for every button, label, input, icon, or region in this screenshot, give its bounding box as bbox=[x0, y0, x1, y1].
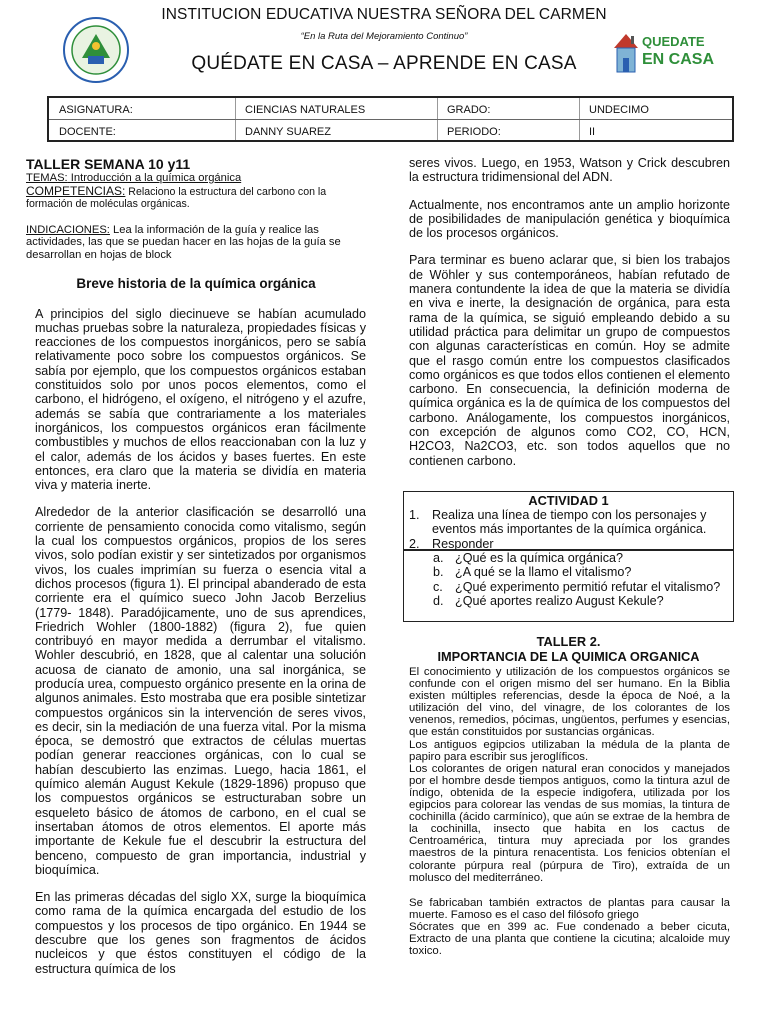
question-letter: c. bbox=[433, 579, 443, 594]
activity-item-text: Realiza una línea de tiempo con los personajes y eventos más importantes de la química orgánica. bbox=[432, 508, 707, 537]
activity-title: ACTIVIDAD 1 bbox=[528, 493, 609, 508]
left-paragraph-1: A principios del siglo diecinueve se habían acumulado muchas pruebas sobre la naturaleza, propiedades físicas y reacciones de los compuestos inorgánicos, pero se sabía relativamente poco sobre los compuestos orgánicos. Se sabía por ejemplo, que los compuestos orgánicos estaban constituidos solo por unos pocos elementos, como el carbono, el hidrógeno, el oxígeno, el nitrógeno y el azufre, además se sabía que contrariamente a los materiales inorgánicos, los compuestos orgánicos eran fácilmente combustibles y muchos de ellos reaccionaban con la luz y el calor, además de los ácidos y bases fuertes. En este entonces, era claro que la materia se dividía en materia viva y materia inerte. bbox=[35, 306, 366, 493]
right-column bbox=[409, 156, 730, 481]
page-title: QUÉDATE EN CASA – APRENDE EN CASA bbox=[191, 53, 577, 74]
institution-motto: “En la Ruta del Mejoramiento Continuo” bbox=[300, 31, 468, 42]
temas-label: TEMAS: bbox=[26, 172, 68, 184]
logo-line-1: QUEDATE bbox=[642, 34, 705, 49]
indicaciones-line bbox=[26, 224, 366, 262]
question-text: ¿Qué experimento permitió refutar el vitalismo? bbox=[455, 579, 721, 594]
question-text: ¿Qué es la química orgánica? bbox=[455, 551, 624, 565]
right-paragraph-2: Actualmente, nos encontramos ante un amplio horizonte de posibilidades de manipulación genética y bioquímica de los procesos orgánicos. bbox=[409, 197, 730, 241]
competencias-value: Relaciono la estructura del carbono con la formación de moléculas orgánicas. bbox=[26, 185, 327, 211]
taller2-paragraph-2: Los antiguos egipcios utilizaban la médula de la planta de papiro para escribir sus jeroglíficos. bbox=[409, 738, 730, 763]
course-info-table bbox=[47, 96, 734, 142]
temas-value: Introducción a la química orgánica bbox=[67, 172, 242, 184]
right-paragraph-3: Para terminar es bueno aclarar que, si bien los trabajos de Wöhler y sus contemporáneos, habían refutado de manera contundente la idea de que la materia se dividía en viva e inerte, la designación de orgánica, para esta rama de la química, se siguió empleando debido a su utilidad práctica para delimitar un grupo de compuestos con algunas características en común. Hoy se admite que el rasgo común entre los compuestos clasificados como orgánicos es que todos ellos contienen el elemento carbono. En consecuencia, la definición moderna de química orgánica es la de química de los compuestos del carbono. Análogamente, los compuestos inorgánicos, con excepción de algunos como CO2, CO, HCN, H2CO3, Na2CO3, etc. son todos aquellos que no contienen carbono. bbox=[409, 253, 730, 468]
taller2-paragraph-5: Sócrates que en 399 ac. Fue condenado a beber cicuta, Extracto de una planta que contiene la cicutina; alcaloide muy toxico. bbox=[409, 920, 730, 958]
activity-item bbox=[404, 537, 733, 551]
question-letter: b. bbox=[433, 565, 444, 580]
left-paragraph-3: En las primeras décadas del siglo XX, surge la bioquímica como rama de la química encargada del estudio de los compuestos y los procesos de tipo orgánico. En 1944 se descubre que los genes son fragmentos de ácidos nucleicos y que éstos constituyen el código de la estructura química de los bbox=[35, 890, 366, 976]
workshop-title: TALLER SEMANA 10 y11 bbox=[26, 156, 191, 172]
activity-item-number: 1. bbox=[409, 508, 420, 522]
taller2-paragraph-3: Los colorantes de origen natural eran conocidos y manejados por el hombre desde tiempos antiguos, como la tintura azul de índigo, obtenida de la especie indigofera, utilizada por los egipcios para colorear las vendas de sus momias, la tintura de cochinilla (ácido carmínico), que aún se extrae de la hembra de la cochinilla, insecto que habita en los cactus de Centroamérica, tintura muy apreciada por los grandes maestros de la pintura renacentista. Los fenicios obtenían el colorante púrpura real (púrpura de Tiro), extraída de un molusco del mediterráneo. bbox=[409, 762, 730, 884]
quedate-en-casa-logo bbox=[610, 24, 715, 76]
subject-value: CIENCIAS NATURALES bbox=[245, 104, 366, 116]
indicaciones-label: INDICACIONES: bbox=[26, 223, 110, 236]
question-text: ¿A qué se la llamo el vitalismo? bbox=[455, 565, 632, 580]
competencias-label: COMPETENCIAS: bbox=[26, 183, 126, 198]
activity-item-text: Responder bbox=[432, 536, 494, 551]
grade-value: UNDECIMO bbox=[589, 104, 649, 116]
question-letter: d. bbox=[433, 593, 444, 608]
teacher-label: DOCENTE: bbox=[59, 126, 116, 138]
logo-line-2: EN CASA bbox=[642, 51, 715, 68]
activity-box bbox=[403, 491, 734, 550]
taller2-paragraph-4: Se fabricaban también extractos de plantas para causar la muerte. Famoso es el caso del filósofo griego bbox=[409, 896, 730, 921]
activity-item-number: 2. bbox=[409, 536, 420, 551]
question-item bbox=[404, 594, 733, 608]
activity-item bbox=[404, 508, 733, 537]
question-text: ¿Qué aportes realizo August Kekule? bbox=[455, 593, 664, 608]
left-paragraph-2: Alrededor de la anterior clasificación se desarrolló una corriente de pensamiento conocida como vitalismo, según la cual los compuestos orgánicos, propios de los seres vivos, solo podían existir y ser sintetizados por organismos vivos, los cuales imprimían su fuerza o esencia vital a dichos procesos (figura 1). El principal abanderado de esta corriente era el químico sueco John Jacob Berzelius (1779- 1848). Paradójicamente, uno de sus aprendices, Friedrich Wohler (1800-1882) (figura 2), fue quien contribuyó en mayor medida a derrumbar el vitalismo. Wohler descubrió, en 1828, que al calentar una solución acuosa de cianato de amonio, una sal inorgánica, se producía urea, compuesto orgánico presente en la orina de algunos animales. Esto mostraba que era posible sintetizar compuestos orgánicos sin la intervención de seres vivos, es decir, sin la mediación de una fuerza vital. Por la misma época, se demostró que extractos de células muertas podían generar reacciones orgánicas, con lo cual se habían descubierto las enzimas. Luego, hacia 1861, el químico alemán August Kekule (1829-1896) propuso que los compuestos orgánicos se estructuraban sobre un esqueleto básico de átomos de carbono, en el cual se insertaban átomos de otros elementos. El aporte más importante de Kekule fue el descubrir la estructura del benceno, compuesto de gran importancia, industrial y bioquímica. bbox=[35, 505, 366, 877]
teacher-value: DANNY SUAREZ bbox=[245, 126, 331, 138]
taller2-title-line-2: IMPORTANCIA DE LA QUIMICA ORGANICA bbox=[437, 649, 700, 665]
left-column bbox=[26, 156, 366, 989]
question-item bbox=[404, 565, 733, 579]
indicaciones-value: Lea la información de la guía y realice las actividades, las que se puedan hacer en las hojas de la guía se desarrollan en hojas de block bbox=[26, 223, 341, 261]
taller2-paragraph-1: El conocimiento y utilización de los compuestos orgánicos se confunde con el origen mismo del ser humano. En la Biblia existen múltiples referencias, desde la época de Noé, a la utilización del vino, del vinagre, de los colorantes de los venenos, remedios, pócimas, ungüentos, perfumes y esencias, que están constituidos por sustancias orgánicas. bbox=[409, 666, 730, 739]
question-item bbox=[404, 580, 733, 594]
grade-label: GRADO: bbox=[447, 104, 491, 116]
section-title: Breve historia de la química orgánica bbox=[76, 275, 316, 291]
subject-label: ASIGNATURA: bbox=[59, 104, 133, 116]
taller2-title bbox=[403, 634, 734, 665]
info-row-teacher bbox=[49, 120, 732, 141]
institution-name: INSTITUCION EDUCATIVA NUESTRA SEÑORA DEL CARMEN bbox=[161, 6, 607, 23]
period-value: II bbox=[589, 126, 596, 138]
activity-questions-box bbox=[403, 550, 734, 622]
taller2-body bbox=[409, 666, 730, 957]
question-item bbox=[404, 551, 733, 565]
competencias-line bbox=[26, 185, 366, 211]
taller2-title-line-1: TALLER 2. bbox=[536, 634, 601, 649]
info-row-subject bbox=[49, 98, 732, 120]
right-paragraph-1: seres vivos. Luego, en 1953, Watson y Crick descubren la estructura tridimensional del ADN. bbox=[409, 156, 730, 185]
period-label: PERIODO: bbox=[447, 126, 501, 138]
question-letter: a. bbox=[433, 551, 444, 565]
